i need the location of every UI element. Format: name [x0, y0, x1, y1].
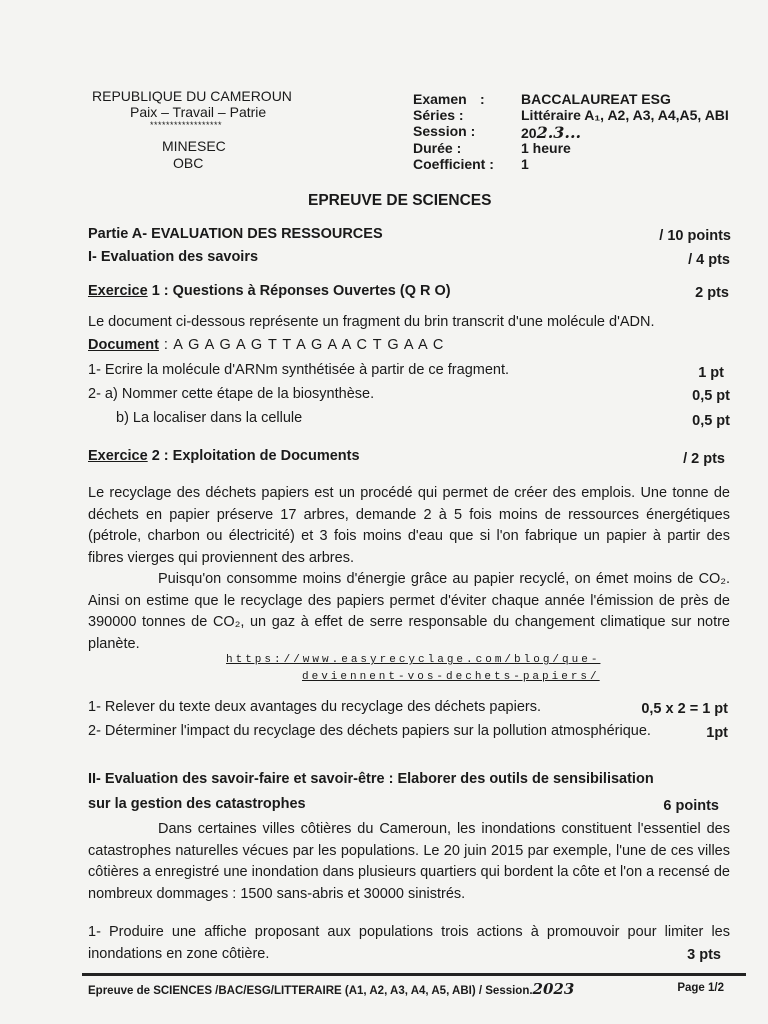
ministry: MINESEC — [162, 138, 226, 154]
recycling-paragraph-1: Le recyclage des déchets papiers est un procédé qui permet de créer des emplois. Une tonne de déchets en papier préserve 17 arbres, demande 2 à 5 fois moins de ressources énergétiques (pétrole, charbon ou électricité) et 3 fois moins d'eau que si l'on fabrique un papier à partir des fibres vierges qui proviennent des arbres. — [88, 485, 730, 566]
duration-value: 1 heure — [521, 140, 571, 156]
footer-year-handwritten: 2023 — [532, 980, 575, 998]
recycling-text — [88, 483, 730, 655]
country-name: REPUBLIQUE DU CAMEROUN — [92, 88, 292, 104]
section-2-heading-line-1: II- Evaluation des savoir-faire et savoir-être : Elaborer des outils de sensibilisation — [88, 771, 654, 787]
source-url-line-1[interactable]: https://www.easyrecyclage.com/blog/que- — [226, 654, 601, 666]
recycling-paragraph-2: Puisqu'on consomme moins d'énergie grâce au papier recyclé, on émet moins de CO₂. Ainsi on estime que le recyclage des papiers permet d'éviter chaque année l'émission de près de 390000 tonnes de CO₂, un gaz à effet de serre responsable du changement climatique sur notre planète. — [88, 571, 730, 652]
page-title: EPREUVE DE SCIENCES — [308, 192, 492, 209]
question-2a: 2- a) Nommer cette étape de la biosynthèse. — [88, 386, 375, 402]
flood-paragraph: Dans certaines villes côtières du Cameroun, les inondations constituent l'essentiel des catastrophes naturelles vécues par les populations. Le 20 juin 2015 par exemple, l'une de ces villes côtières a enregistré une inondation dans plusieurs quartiers qui bordent la côte et l'on a recensé de nombreux dommages : 1500 sans-abris et 30000 sinistrés. — [88, 821, 730, 902]
question-1: 1- Ecrire la molécule d'ARNm synthétisée à partir de ce fragment. — [88, 362, 510, 378]
exercise-1-title: 1 : Questions à Réponses Ouvertes (Q R O) — [147, 283, 451, 299]
duration-label: Durée : — [413, 140, 462, 156]
exercise-2-title: 2 : Exploitation de Documents — [147, 448, 360, 464]
question-2b: b) La localiser dans la cellule — [116, 410, 303, 426]
exercise-1-points: 2 pts — [695, 285, 729, 301]
section-2-question-1 — [88, 922, 730, 965]
dna-document — [88, 337, 444, 353]
exercise-1-intro: Le document ci-dessous représente un fragment du brin transcrit d'une molécule d'ADN. — [88, 314, 655, 330]
question-2b-points: 0,5 pt — [692, 413, 730, 429]
part-a-points: / 10 points — [659, 228, 731, 244]
section-2-question-1-text: 1- Produire une affiche proposant aux populations trois actions à promouvoir pour limiter les inondations en zone côtière. — [88, 924, 730, 962]
question-2a-points: 0,5 pt — [692, 388, 730, 404]
page-number: Page 1/2 — [677, 982, 724, 994]
exercise-1-label: Exercice — [88, 283, 148, 299]
exercise-2-points: / 2 pts — [683, 451, 725, 467]
stars-separator: ****************** — [150, 120, 223, 130]
exam-value: BACCALAUREAT ESG — [521, 91, 671, 107]
footer-exam-text: Epreuve de SCIENCES /BAC/ESG/LITTERAIRE (A1, A2, A3, A4, A5, ABI) / Session. — [88, 985, 533, 997]
series-value: Littéraire A₁, A2, A3, A4,A5, ABI — [521, 107, 729, 123]
section-2-points: 6 points — [663, 798, 719, 814]
national-motto: Paix – Travail – Patrie — [130, 104, 267, 120]
question-1-points: 1 pt — [698, 365, 724, 381]
exam-label: Examen — [413, 91, 467, 107]
section-2-question-1-points: 3 pts — [687, 947, 721, 963]
coefficient-value: 1 — [521, 156, 529, 172]
series-label: Séries : — [413, 107, 464, 123]
flood-text — [88, 819, 730, 905]
session-prefix: 20 — [521, 125, 537, 141]
coefficient-label: Coefficient : — [413, 156, 494, 172]
exercise-2-heading — [88, 448, 360, 464]
document-label: Document — [88, 337, 159, 353]
exercise-2-question-2-points: 1pt — [706, 725, 728, 741]
footer-exam-info — [88, 980, 574, 998]
exercise-2-question-2: 2- Déterminer l'impact du recyclage des déchets papiers sur la pollution atmosphérique. — [88, 723, 651, 739]
section-1-heading: I- Evaluation des savoirs — [88, 249, 259, 265]
session-handwritten: 2.3... — [536, 123, 582, 142]
part-a-heading: Partie A- EVALUATION DES RESSOURCES — [88, 226, 383, 242]
dna-sequence: : A G A G A G T T A G A A C T G A A C — [158, 337, 445, 353]
footer-rule — [82, 973, 746, 976]
exercise-1-heading — [88, 283, 451, 299]
exercise-2-question-1-points: 0,5 x 2 = 1 pt — [641, 701, 728, 717]
exam-colon: : — [480, 91, 485, 107]
source-url-line-2[interactable]: deviennent-vos-dechets-papiers/ — [302, 671, 600, 683]
exercise-2-label: Exercice — [88, 448, 148, 464]
section-1-points: / 4 pts — [688, 252, 730, 268]
section-2-heading-line-2: sur la gestion des catastrophes — [88, 796, 306, 812]
session-label: Session : — [413, 123, 476, 139]
exam-office: OBC — [173, 155, 204, 171]
exercise-2-question-1: 1- Relever du texte deux avantages du recyclage des déchets papiers. — [88, 699, 541, 715]
